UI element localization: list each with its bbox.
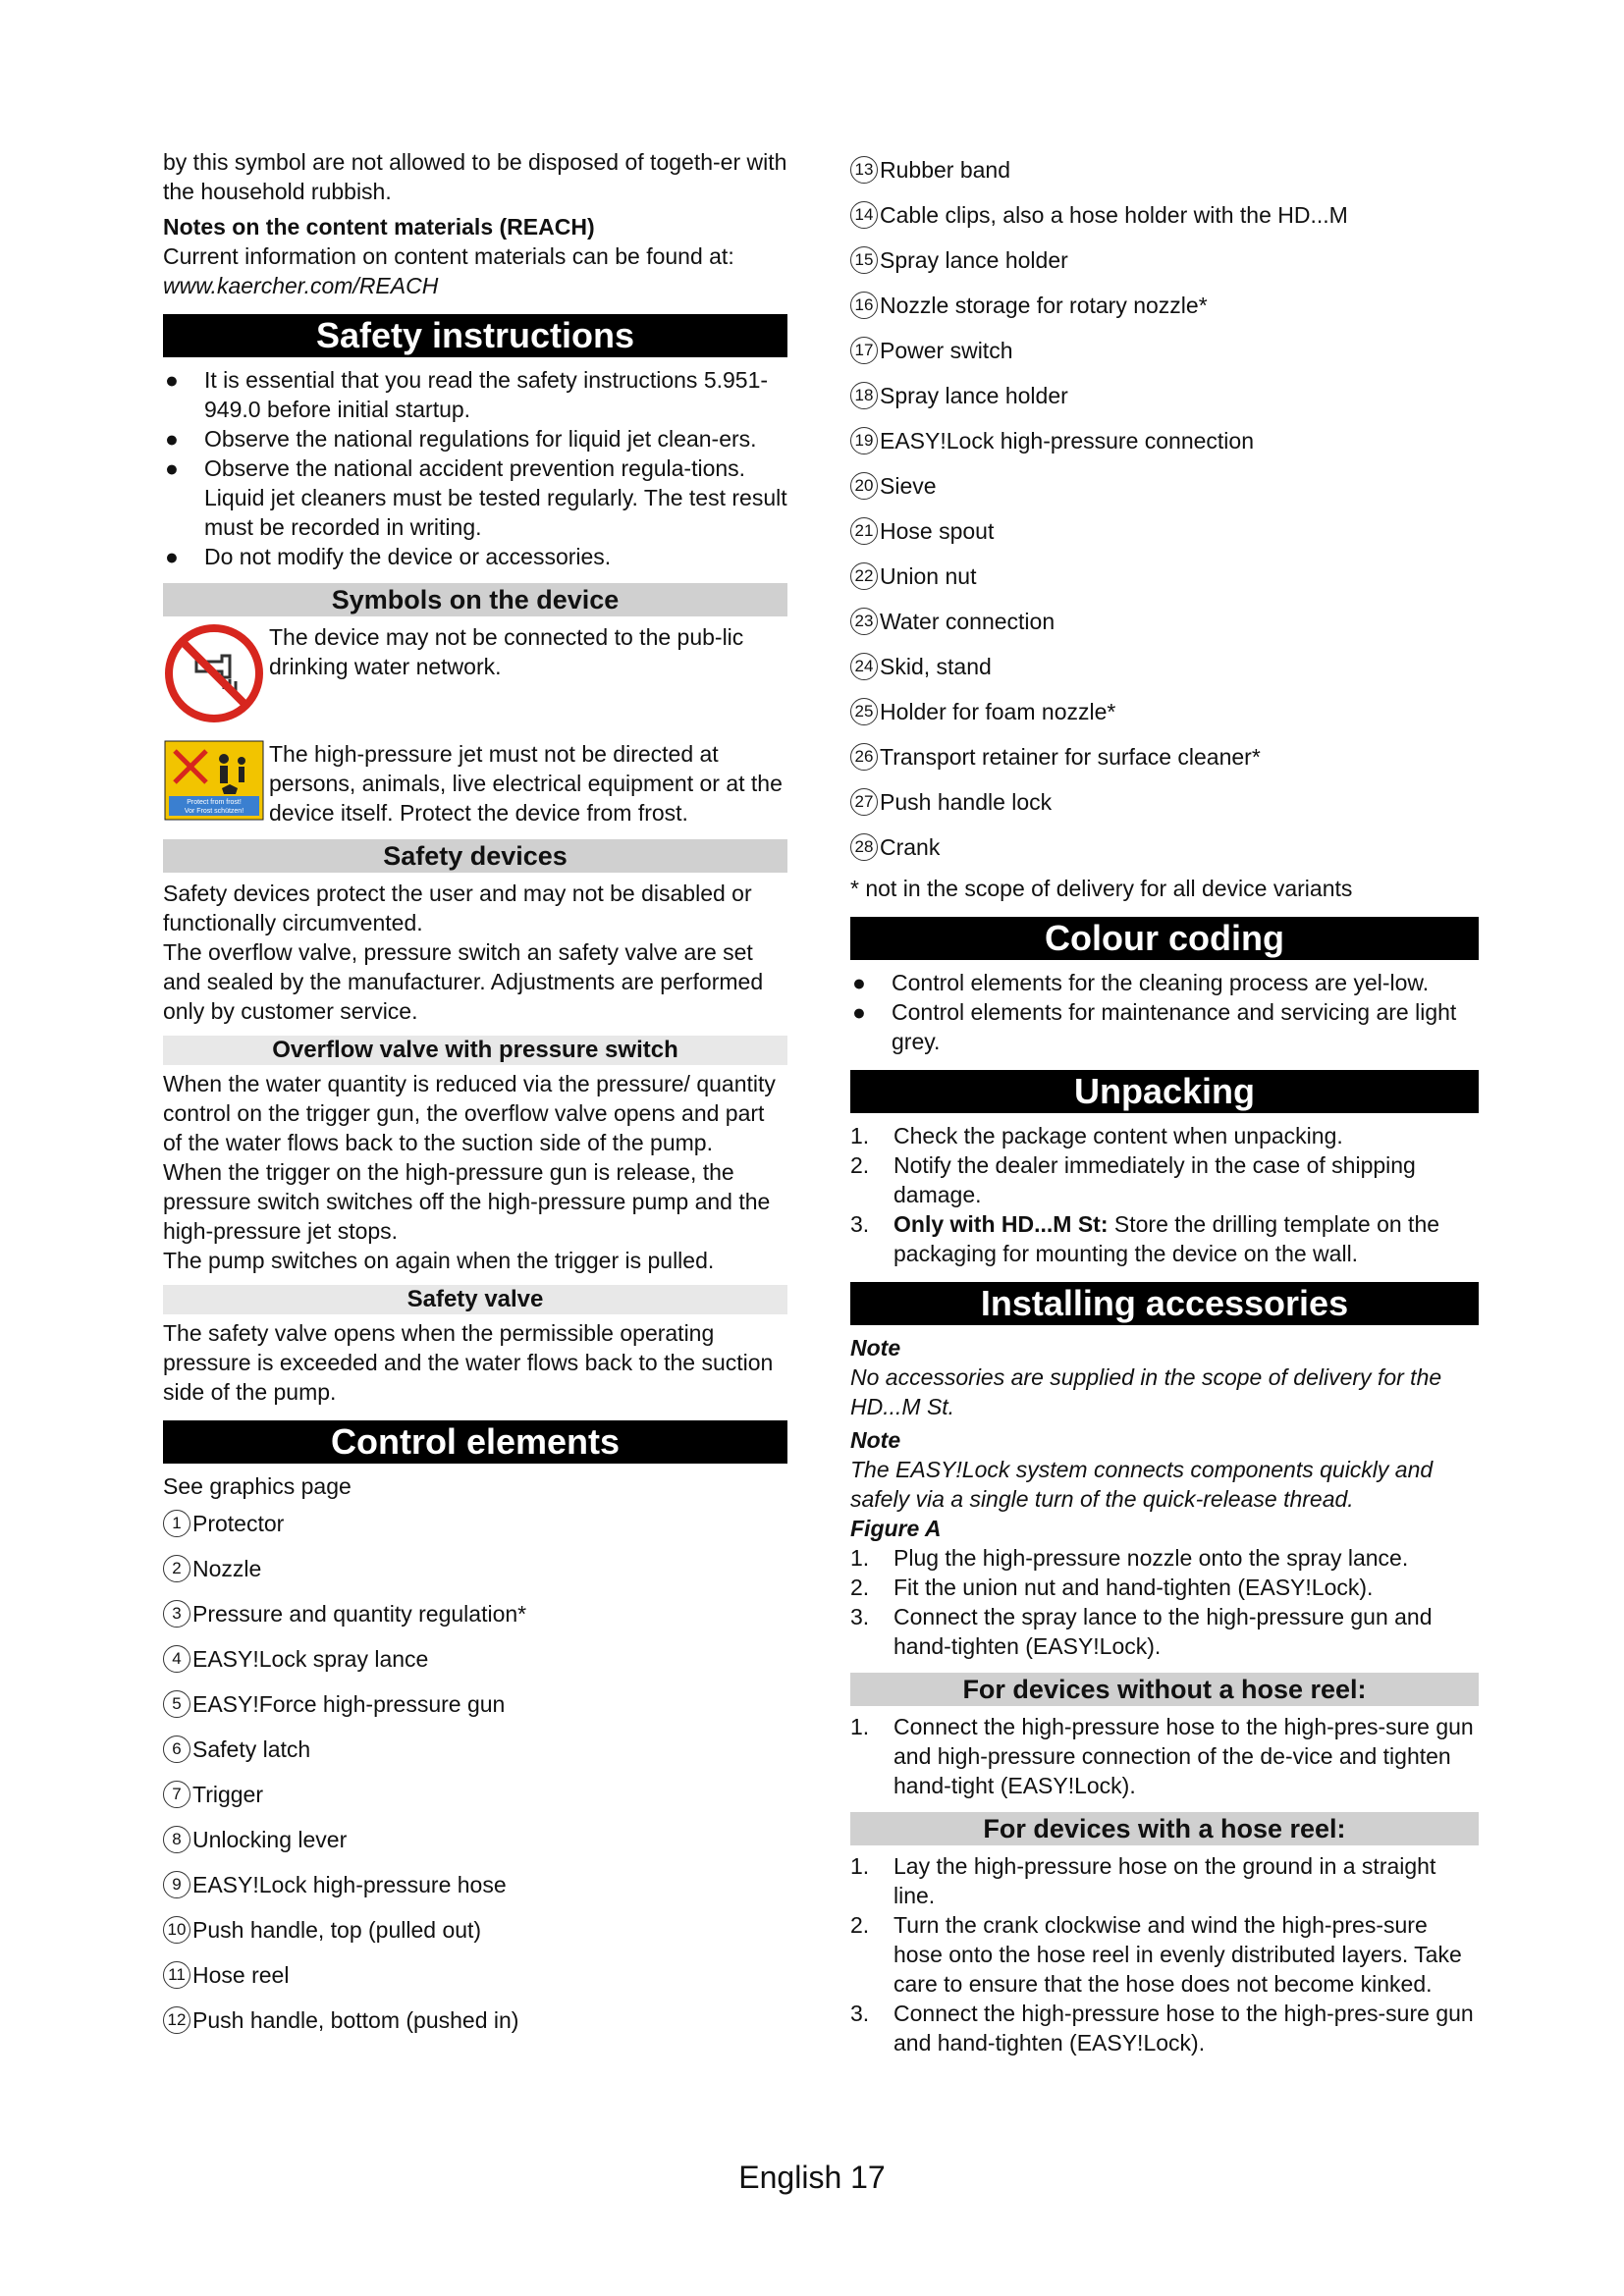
control-element-item [163, 1546, 787, 1591]
control-element-item [163, 1952, 787, 1998]
callout-number-icon: 6 [163, 1735, 190, 1763]
callout-number-icon: 9 [163, 1871, 190, 1898]
control-elements-heading: Control elements [163, 1420, 787, 1464]
control-element-label: Crank [880, 833, 941, 860]
safety-devices-p2: The overflow valve, pressure switch an safety valve are set and sealed by the manufacturer. Adjustments are performed only by customer service. [163, 939, 764, 1024]
control-elements-list-right [850, 147, 1479, 870]
callout-number-icon: 27 [850, 788, 878, 816]
list-item: 3. Connect the spray lance to the high-pressure gun and hand-tighten (EASY!Lock). [850, 1604, 1433, 1659]
list-item: 1. Connect the high-pressure hose to the high-pres-sure gun and high-pressure connection of the de-vice and tighten hand-tight (EASY!Lock). [850, 1714, 1474, 1798]
intro-text: by this symbol are not allowed to be disposed of togeth-er with the household rubbish. [163, 149, 787, 204]
sign-text-2: Vor Frost schützen! [184, 808, 244, 815]
safety-instructions-heading: Safety instructions [163, 314, 787, 357]
callout-number-icon: 25 [850, 698, 878, 725]
control-element-item [163, 1772, 787, 1817]
control-element-item [163, 1907, 787, 1952]
reach-link[interactable]: www.kaercher.com/REACH [163, 273, 439, 298]
sign-text-1: Protect from frost! [187, 799, 242, 806]
callout-number-icon: 21 [850, 517, 878, 545]
control-element-item [850, 644, 1479, 689]
control-element-item [163, 1727, 787, 1772]
control-element-item [850, 373, 1479, 418]
with-reel-steps [850, 1851, 1479, 2057]
callout-number-icon: 26 [850, 743, 878, 771]
callout-number-icon: 10 [163, 1916, 190, 1944]
installing-accessories-heading: Installing accessories [850, 1282, 1479, 1325]
control-element-item [163, 1591, 787, 1636]
overflow-p3: The pump switches on again when the trigger is pulled. [163, 1248, 715, 1273]
control-element-item [850, 418, 1479, 463]
control-element-item [163, 1682, 787, 1727]
symbol-2-text: The high-pressure jet must not be directed at persons, animals, live electrical equipment or at the device itself. Protect the device from frost. [269, 741, 783, 826]
control-element-item [850, 599, 1479, 644]
control-element-label: Power switch [880, 337, 1013, 363]
list-item: ● Control elements for the cleaning process are yel-low. [852, 970, 1430, 995]
control-element-item [850, 825, 1479, 870]
control-element-item [850, 689, 1479, 734]
control-element-item [163, 1636, 787, 1682]
control-element-label: EASY!Force high-pressure gun [192, 1690, 506, 1717]
reach-heading: Notes on the content materials (REACH) [163, 214, 595, 240]
safety-valve-p1: The safety valve opens when the permissible operating pressure is exceeded and the water flows back to the suction side of the pump. [163, 1320, 774, 1405]
control-element-label: EASY!Lock spray lance [192, 1645, 429, 1672]
control-element-label: Nozzle [192, 1555, 262, 1581]
callout-number-icon: 7 [163, 1781, 190, 1808]
callout-number-icon: 24 [850, 653, 878, 680]
control-element-item [850, 192, 1479, 238]
callout-number-icon: 20 [850, 472, 878, 500]
control-element-label: Union nut [880, 562, 977, 589]
control-element-label: EASY!Lock high-pressure hose [192, 1871, 507, 1897]
list-item: ● It is essential that you read the safety instructions 5.951-949.0 before initial startup. [165, 367, 769, 422]
callout-number-icon: 4 [163, 1645, 190, 1673]
control-element-item [850, 734, 1479, 779]
callout-number-icon: 14 [850, 201, 878, 229]
control-element-item [850, 238, 1479, 283]
list-item: 1. Lay the high-pressure hose on the ground in a straight line. [850, 1853, 1436, 1908]
no-drinking-water-icon [163, 622, 269, 729]
control-element-label: Spray lance holder [880, 246, 1068, 273]
unpacking-heading: Unpacking [850, 1070, 1479, 1113]
control-element-label: Pressure and quantity regulation* [192, 1600, 527, 1627]
callout-number-icon: 11 [163, 1961, 190, 1989]
symbols-heading: Symbols on the device [163, 583, 787, 616]
control-element-label: Safety latch [192, 1735, 311, 1762]
symbol-1-text: The device may not be connected to the pub-lic drinking water network. [269, 624, 744, 679]
control-element-label: Rubber band [880, 156, 1010, 183]
note-2: The EASY!Lock system connects components quickly and safely via a single turn of the quick-release thread. [850, 1457, 1434, 1512]
callout-number-icon: 16 [850, 292, 878, 319]
control-elements-list-left [163, 1501, 787, 2043]
control-element-label: Cable clips, also a hose holder with the HD...M [880, 201, 1348, 228]
overflow-p1: When the water quantity is reduced via the pressure/ quantity control on the trigger gun, the overflow valve opens and part of the water flows back to the suction side of the pump. [163, 1071, 776, 1155]
control-element-label: Trigger [192, 1781, 263, 1807]
footnote: * not in the scope of delivery for all device variants [850, 876, 1353, 901]
callout-number-icon: 15 [850, 246, 878, 274]
control-element-item [850, 283, 1479, 328]
list-item: ● Do not modify the device or accessories. [165, 544, 612, 569]
colour-coding-heading: Colour coding [850, 917, 1479, 960]
page-footer: English 17 [738, 2160, 886, 2195]
list-item: ● Observe the national accident prevention regula-tions. Liquid jet cleaners must be tested regularly. The test result must be recorded in writing. [165, 455, 787, 540]
callout-number-icon: 23 [850, 608, 878, 635]
safety-instructions-list [163, 365, 787, 571]
jet-warning-icon [163, 739, 269, 827]
callout-number-icon: 19 [850, 427, 878, 454]
list-item: ● Control elements for maintenance and servicing are light grey. [852, 999, 1457, 1054]
note-label: Note [850, 1335, 901, 1361]
control-element-label: Holder for foam nozzle* [880, 698, 1116, 724]
list-item: 1. Check the package content when unpacking. [850, 1123, 1343, 1148]
note-label: Note [850, 1427, 901, 1453]
control-element-item [163, 1501, 787, 1546]
callout-number-icon: 3 [163, 1600, 190, 1628]
with-reel-heading: For devices with a hose reel: [850, 1812, 1479, 1845]
control-element-label: Water connection [880, 608, 1056, 634]
figure-label: Figure A [850, 1516, 942, 1541]
list-item: ● Observe the national regulations for liquid jet clean-ers. [165, 426, 757, 452]
control-element-item [850, 328, 1479, 373]
control-element-item [163, 1998, 787, 2043]
without-reel-steps [850, 1712, 1479, 1800]
control-elements-subtitle: See graphics page [163, 1473, 352, 1499]
callout-number-icon: 1 [163, 1510, 190, 1537]
safety-valve-heading: Safety valve [163, 1285, 787, 1314]
control-element-label: Unlocking lever [192, 1826, 348, 1852]
symbol-row-jet-warning [163, 739, 787, 828]
list-item: 2. Notify the dealer immediately in the case of shipping damage. [850, 1152, 1416, 1207]
control-element-label: Push handle, top (pulled out) [192, 1916, 482, 1943]
control-element-label: Hose spout [880, 517, 995, 544]
control-element-label: Hose reel [192, 1961, 290, 1988]
safety-devices-p1: Safety devices protect the user and may not be disabled or functionally circumvented. [163, 881, 752, 935]
overflow-p2: When the trigger on the high-pressure gun is release, the pressure switch switches off the high-pressure pump and the high-pressure jet stops. [163, 1159, 771, 1244]
list-item: 3. Only with HD...M St: Store the drilling template on the packaging for mounting the device on the wall. [850, 1211, 1440, 1266]
safety-devices-heading: Safety devices [163, 839, 787, 873]
callout-number-icon: 8 [163, 1826, 190, 1853]
note-1: No accessories are supplied in the scope of delivery for the HD...M St. [850, 1364, 1442, 1419]
callout-number-icon: 22 [850, 562, 878, 590]
unpacking-list [850, 1121, 1479, 1268]
callout-number-icon: 5 [163, 1690, 190, 1718]
control-element-label: Nozzle storage for rotary nozzle* [880, 292, 1208, 318]
symbol-row-drinking-water [163, 622, 787, 729]
control-element-label: Spray lance holder [880, 382, 1068, 408]
control-element-item [850, 463, 1479, 508]
reach-text: Current information on content materials can be found at: www.kaercher.com/REACH [163, 243, 734, 298]
callout-number-icon: 13 [850, 156, 878, 184]
left-column [163, 147, 787, 2043]
callout-number-icon: 28 [850, 833, 878, 861]
control-element-item [850, 554, 1479, 599]
control-element-item [850, 779, 1479, 825]
callout-number-icon: 18 [850, 382, 878, 409]
callout-number-icon: 2 [163, 1555, 190, 1582]
control-element-label: Transport retainer for surface cleaner* [880, 743, 1261, 770]
control-element-label: Sieve [880, 472, 937, 499]
control-element-label: EASY!Lock high-pressure connection [880, 427, 1254, 454]
callout-number-icon: 17 [850, 337, 878, 364]
control-element-label: Push handle lock [880, 788, 1053, 815]
callout-number-icon: 12 [163, 2006, 190, 2034]
control-element-label: Push handle, bottom (pushed in) [192, 2006, 519, 2033]
list-item: 1. Plug the high-pressure nozzle onto the spray lance. [850, 1545, 1409, 1571]
installing-steps [850, 1543, 1479, 1661]
control-element-item [163, 1862, 787, 1907]
list-item: 2. Fit the union nut and hand-tighten (EASY!Lock). [850, 1575, 1374, 1600]
without-reel-heading: For devices without a hose reel: [850, 1673, 1479, 1706]
list-item: 2. Turn the crank clockwise and wind the high-pres-sure hose onto the hose reel in evenly distributed layers. Take care to ensure that the hose does not become kinked. [850, 1912, 1462, 1997]
control-element-label: Skid, stand [880, 653, 992, 679]
list-item: 3. Connect the high-pressure hose to the high-pres-sure gun and hand-tighten (EASY!Lock). [850, 2001, 1474, 2056]
overflow-valve-heading: Overflow valve with pressure switch [163, 1036, 787, 1065]
control-element-item [850, 508, 1479, 554]
colour-coding-list [850, 968, 1479, 1056]
right-column [850, 147, 1479, 2057]
control-element-label: Protector [192, 1510, 285, 1536]
control-element-item [850, 147, 1479, 192]
control-element-item [163, 1817, 787, 1862]
